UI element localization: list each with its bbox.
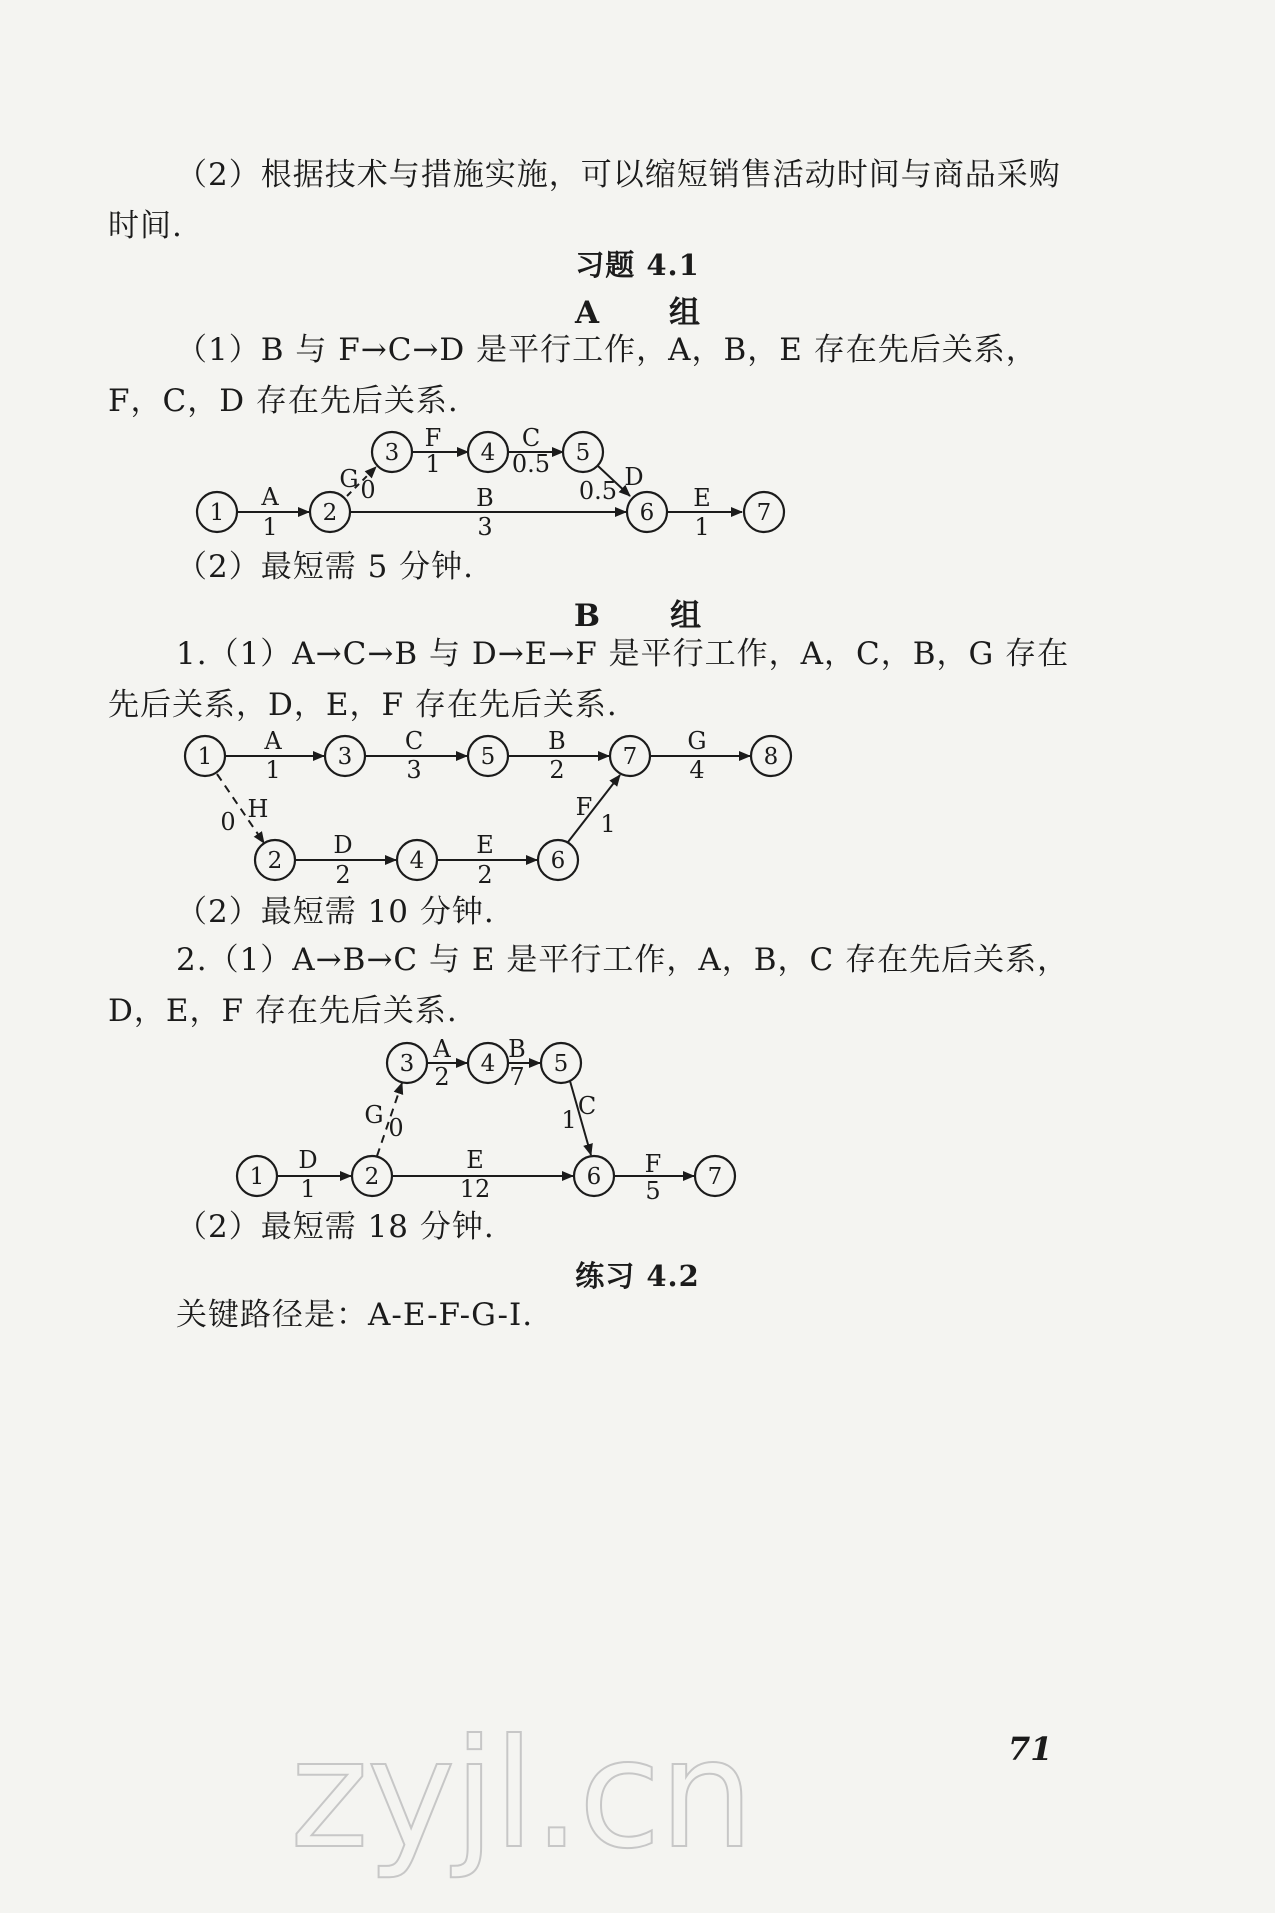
edge-label: G — [687, 727, 707, 755]
node-label: 7 — [756, 500, 772, 526]
edge-label: 5 — [645, 1177, 661, 1205]
node-label: 5 — [553, 1051, 569, 1077]
node-label: 3 — [337, 744, 353, 770]
node-label: 6 — [586, 1164, 602, 1190]
edge-label: C — [404, 727, 424, 755]
edge-label: 0.5 — [511, 450, 551, 478]
edge-label: 1 — [694, 513, 710, 541]
edge-label: A — [433, 1035, 451, 1063]
edge-label: G — [339, 465, 359, 493]
node-label: 1 — [209, 500, 225, 526]
group-a-answer-2: （2）最短需 5 分钟. — [176, 549, 475, 585]
edge-label: 0.5 — [578, 477, 618, 505]
edge-label: 1 — [262, 513, 278, 541]
node-label: 4 — [409, 848, 425, 874]
group-b-letter: B — [573, 598, 601, 634]
node-label: 4 — [480, 440, 496, 466]
edge-label: D — [333, 831, 353, 859]
node-label: 2 — [364, 1164, 380, 1190]
edge-label: E — [466, 1146, 484, 1174]
edge-label: F — [424, 424, 442, 452]
node-label: 4 — [480, 1051, 496, 1077]
edge-label: B — [548, 727, 566, 755]
node-label: 8 — [763, 744, 779, 770]
edge-label: D — [298, 1146, 318, 1174]
group-b-question-2-answer-1: 2.（1）A→B→C 与 E 是平行工作，A，B，C 存在先后关系，D，E，F 存在先后关系. — [108, 942, 1070, 1029]
node-label: 7 — [622, 744, 638, 770]
node-label: 5 — [480, 744, 496, 770]
edge-label: C — [521, 424, 541, 452]
edge-label: 0 — [388, 1114, 404, 1142]
edge-label: B — [476, 484, 494, 512]
node-label: 1 — [249, 1164, 265, 1190]
node-label: 1 — [197, 744, 213, 770]
edge-label: G — [364, 1101, 384, 1129]
node-label: 2 — [322, 500, 338, 526]
edge-label: 0 — [360, 476, 376, 504]
edge-label: 0 — [220, 808, 236, 836]
node-label: 7 — [707, 1164, 723, 1190]
edge-label: C — [577, 1092, 597, 1120]
group-a-letter: A — [574, 295, 600, 331]
edge-label: F — [575, 793, 593, 821]
group-b-question-1-answer-1: 1.（1）A→C→B 与 D→E→F 是平行工作，A，C，B，G 存在先后关系，D，E，F 存在先后关系. — [108, 636, 1070, 723]
network-diagram-b1 — [0, 720, 1275, 895]
edge-label: F — [644, 1150, 662, 1178]
edge-label: 1 — [300, 1175, 316, 1203]
edge-label: 2 — [477, 861, 493, 889]
edge-label: 12 — [459, 1175, 491, 1203]
node-label: 3 — [384, 440, 400, 466]
node-label: 5 — [575, 440, 591, 466]
group-b-word: 组 — [670, 598, 702, 634]
group-b-question-2-answer-2: （2）最短需 18 分钟. — [176, 1209, 495, 1245]
watermark-logo: zyjl.cn — [290, 1708, 753, 1882]
edge-label: 1 — [425, 450, 441, 478]
group-a-answer-1: （1）B 与 F→C→D 是平行工作，A，B，E 存在先后关系，F，C，D 存在先后关系. — [108, 332, 1038, 419]
node-label: 3 — [399, 1051, 415, 1077]
edge-label: 3 — [477, 513, 493, 541]
edge-label: 3 — [406, 756, 422, 784]
edge-label: 2 — [335, 861, 351, 889]
edge-label: E — [476, 831, 494, 859]
section-title: 习题 4.1 — [575, 248, 700, 282]
edge-label: 7 — [509, 1063, 525, 1091]
network-diagram-a — [0, 420, 1275, 550]
edge-label: H — [247, 795, 269, 823]
node-label: 6 — [550, 848, 566, 874]
edge-label: 1 — [265, 756, 281, 784]
group-b-question-1-answer-2: （2）最短需 10 分钟. — [176, 894, 495, 930]
page-number: 71 — [1008, 1730, 1053, 1768]
edge-label: 1 — [561, 1106, 577, 1134]
network-diagram-b2 — [0, 1035, 1275, 1210]
edge-label: 2 — [549, 756, 565, 784]
node-label: 2 — [267, 848, 283, 874]
edge-label: A — [264, 727, 282, 755]
edge-label: B — [508, 1035, 526, 1063]
edge-label: 1 — [600, 810, 616, 838]
edge-label: E — [693, 484, 711, 512]
edge-label: 2 — [434, 1063, 450, 1091]
edge-label: D — [624, 463, 644, 491]
edge-label: A — [261, 483, 279, 511]
group-a-word: 组 — [669, 295, 701, 331]
exercise-answer: 关键路径是：A-E-F-G-I. — [176, 1297, 534, 1333]
edge-label: 4 — [689, 756, 705, 784]
node-label: 6 — [639, 500, 655, 526]
intro-paragraph: （2）根据技术与措施实施，可以缩短销售活动时间与商品采购时间. — [108, 157, 1061, 244]
exercise-title: 练习 4.2 — [575, 1259, 700, 1293]
